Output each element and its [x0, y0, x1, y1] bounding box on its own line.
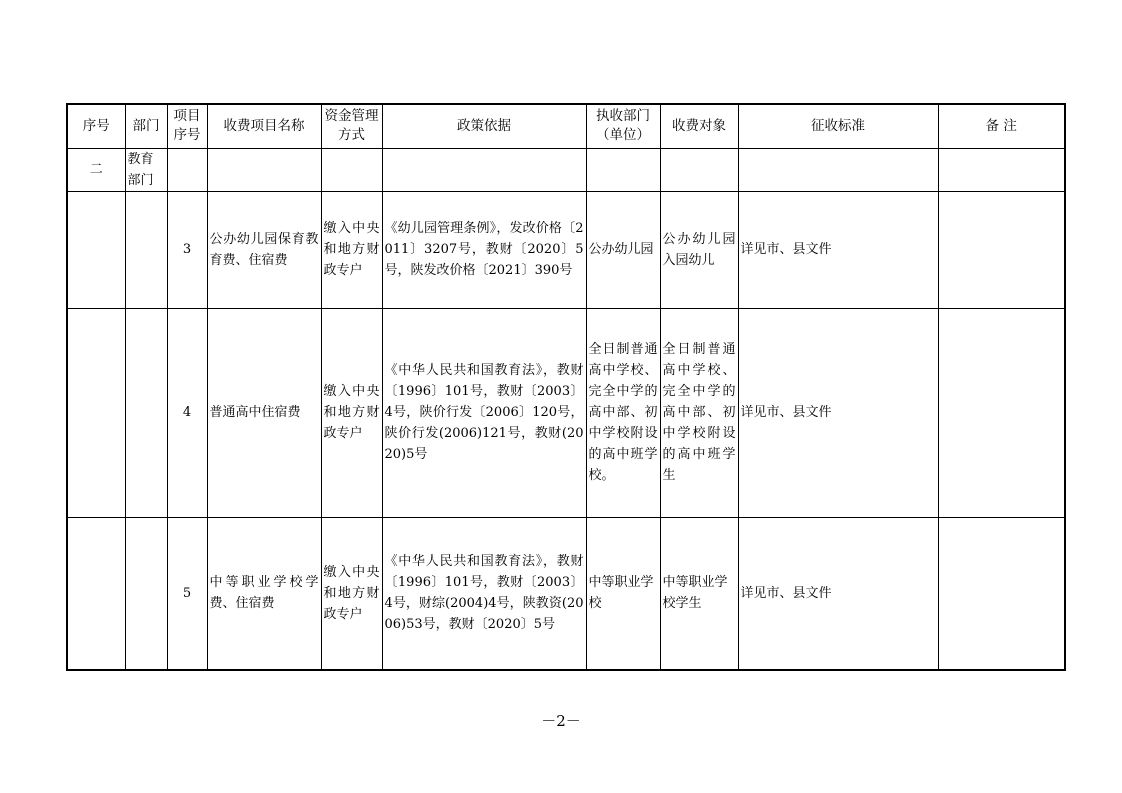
- header-cell: 收费对象: [660, 104, 738, 148]
- empty-cell: [382, 148, 586, 191]
- table-row: [67, 517, 1065, 670]
- standard: 详见市、县文件: [738, 517, 938, 670]
- empty-cell: [938, 148, 1065, 191]
- policy-basis: 《中华人民共和国教育法》，教财〔1996〕101号，教财〔2003〕4号，陕价行发〔2006〕120号，陕价行发(2006)121号，教财(2020)5号: [382, 308, 586, 517]
- table-row: [67, 191, 1065, 308]
- empty-cell: [67, 308, 125, 517]
- item-number: 3: [167, 191, 207, 308]
- empty-cell: [321, 148, 382, 191]
- collecting-unit: 公办幼儿园: [586, 191, 660, 308]
- empty-cell: [125, 308, 167, 517]
- header-cell: 收费项目名称: [207, 104, 321, 148]
- header-cell: 项目序号: [167, 104, 207, 148]
- fee-table: [66, 103, 1066, 671]
- payer: 公办幼儿园入园幼儿: [660, 191, 738, 308]
- item-name: 中等职业学校学费、住宿费: [207, 517, 321, 670]
- payer: 全日制普通高中学校、完全中学的高中部、初中学校附设的高中班学生: [660, 308, 738, 517]
- empty-cell: [207, 148, 321, 191]
- fund-management: 缴入中央和地方财政专户: [321, 517, 382, 670]
- page-number: －2－: [541, 712, 581, 730]
- remark: [938, 308, 1065, 517]
- policy-basis: 《幼儿园管理条例》，发改价格〔2011〕3207号，教财〔2020〕5号，陕发改价格〔2021〕390号: [382, 191, 586, 308]
- section-index: 二: [67, 148, 125, 191]
- collecting-unit: 中等职业学校: [586, 517, 660, 670]
- empty-cell: [167, 148, 207, 191]
- empty-cell: [125, 517, 167, 670]
- header-cell: 征收标准: [738, 104, 938, 148]
- header-cell: 序号: [67, 104, 125, 148]
- header-cell: 政策依据: [382, 104, 586, 148]
- empty-cell: [586, 148, 660, 191]
- item-name: 公办幼儿园保育教育费、住宿费: [207, 191, 321, 308]
- payer: 中等职业学校学生: [660, 517, 738, 670]
- empty-cell: [125, 191, 167, 308]
- header-cell: 部门: [125, 104, 167, 148]
- fund-management: 缴入中央和地方财政专户: [321, 308, 382, 517]
- header-cell: 资金管理方式: [321, 104, 382, 148]
- item-name: 普通高中住宿费: [207, 308, 321, 517]
- header-row: [67, 104, 1065, 148]
- fund-management: 缴入中央和地方财政专户: [321, 191, 382, 308]
- table-row: [67, 308, 1065, 517]
- header-cell: 执收部门（单位）: [586, 104, 660, 148]
- item-number: 4: [167, 308, 207, 517]
- empty-cell: [67, 517, 125, 670]
- remark: [938, 517, 1065, 670]
- empty-cell: [660, 148, 738, 191]
- section-row: [67, 148, 1065, 191]
- empty-cell: [738, 148, 938, 191]
- policy-basis: 《中华人民共和国教育法》，教财〔1996〕101号，教财〔2003〕4号，财综(2004)4号，陕教资(2006)53号，教财〔2020〕5号: [382, 517, 586, 670]
- standard: 详见市、县文件: [738, 191, 938, 308]
- standard: 详见市、县文件: [738, 308, 938, 517]
- remark: [938, 191, 1065, 308]
- section-department: 教育部门: [125, 148, 167, 191]
- header-cell: 备 注: [938, 104, 1065, 148]
- item-number: 5: [167, 517, 207, 670]
- empty-cell: [67, 191, 125, 308]
- collecting-unit: 全日制普通高中学校、完全中学的高中部、初中学校附设的高中班学校。: [586, 308, 660, 517]
